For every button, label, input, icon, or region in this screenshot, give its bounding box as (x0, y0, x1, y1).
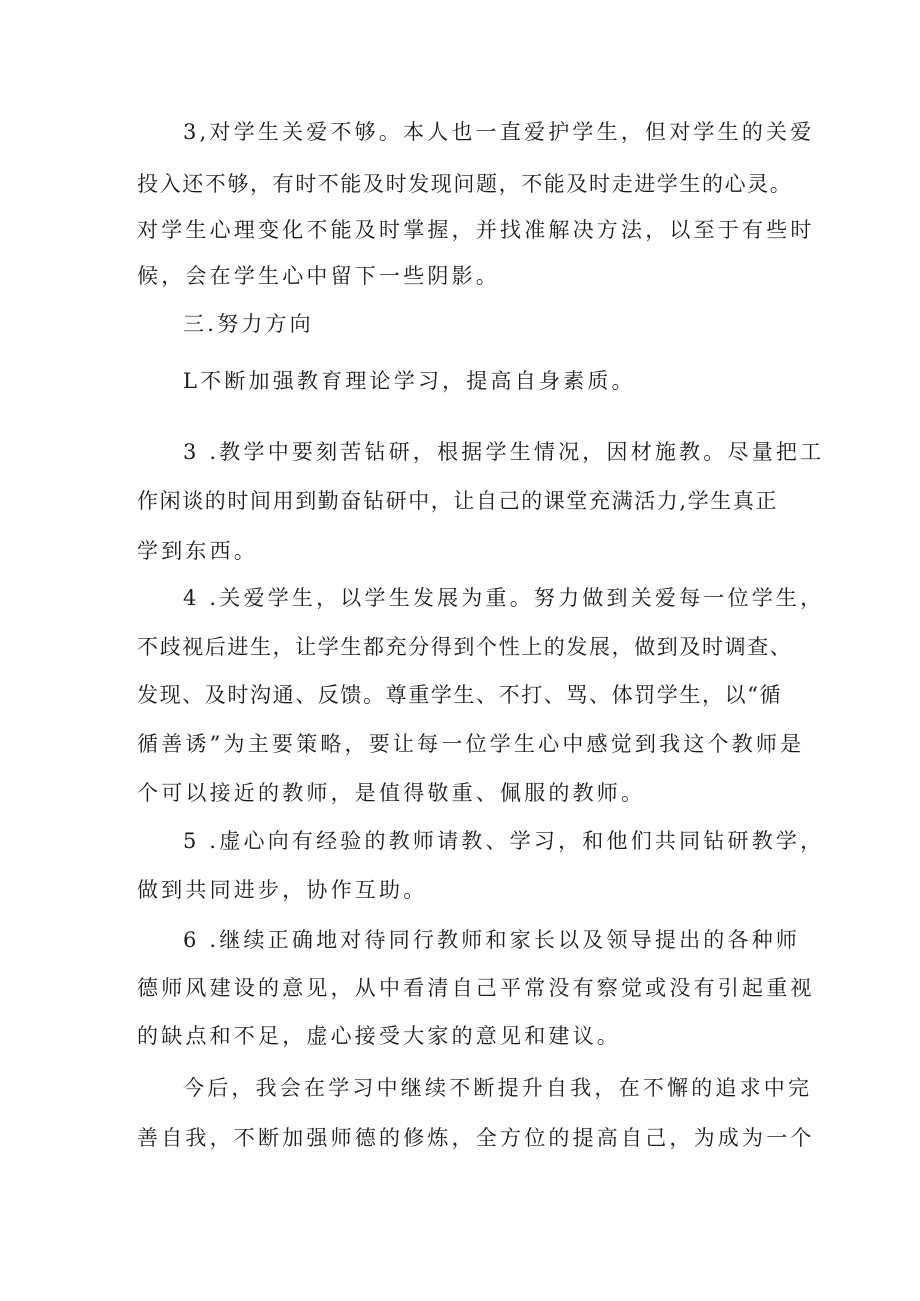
text-line: 5 .虚心向有经验的教师请教、学习，和他们共同钻研教学， (183, 829, 825, 853)
text-line: 不歧视后进生，让学生都充分得到个性上的发展，做到及时调查、 (137, 635, 793, 659)
text-line: 3,对学生关爱不够。本人也一直爱护学生，但对学生的关爱 (183, 120, 815, 144)
text-line: 循善诱”为主要策略，要让每一位学生心中感觉到我这个教师是 (137, 732, 805, 756)
text-line: 个可以接近的教师，是值得敬重、佩服的教师。 (137, 781, 646, 805)
text-line: 4 .关爱学生，以学生发展为重。努力做到关爱每一位学生， (183, 586, 825, 610)
text-line: 的缺点和不足，虚心接受大家的意见和建议。 (137, 1024, 621, 1048)
text-line: L不断加强教育理论学习，提高自身素质。 (183, 369, 636, 393)
text-line: 学到东西。 (137, 539, 258, 563)
text-line: 今后，我会在学习中继续不断提升自我，在不懈的追求中完 (183, 1076, 813, 1100)
text-line: 6 .继续正确地对待同行教师和家长以及领导提出的各种师 (183, 928, 801, 952)
text-line: 发现、及时沟通、反馈。尊重学生、不打、骂、体罚学生，以“循 (137, 683, 783, 707)
section-heading: 三.努力方向 (183, 312, 314, 336)
text-line: 3 .教学中要刻苦钻研，根据学生情况，因材施教。尽量把工 (183, 440, 825, 464)
text-line: 候，会在学生心中留下一些阴影。 (137, 264, 500, 288)
text-line: 对学生心理变化不能及时掌握，并找准解决方法，以至于有些时 (137, 218, 815, 242)
text-line: 做到共同进步，协作互助。 (137, 878, 428, 902)
text-line: 善自我，不断加强师德的修炼，全方位的提高自己，为成为一个 (137, 1126, 815, 1150)
text-line: 德师风建设的意见，从中看清自己平常没有察觉或没有引起重视 (137, 976, 815, 1000)
text-line: 投入还不够，有时不能及时发现问题，不能及时走进学生的心灵。 (137, 172, 793, 196)
text-line: 作闲谈的时间用到勤奋钻研中，让自己的课堂充满活力,学生真正 (137, 489, 779, 513)
